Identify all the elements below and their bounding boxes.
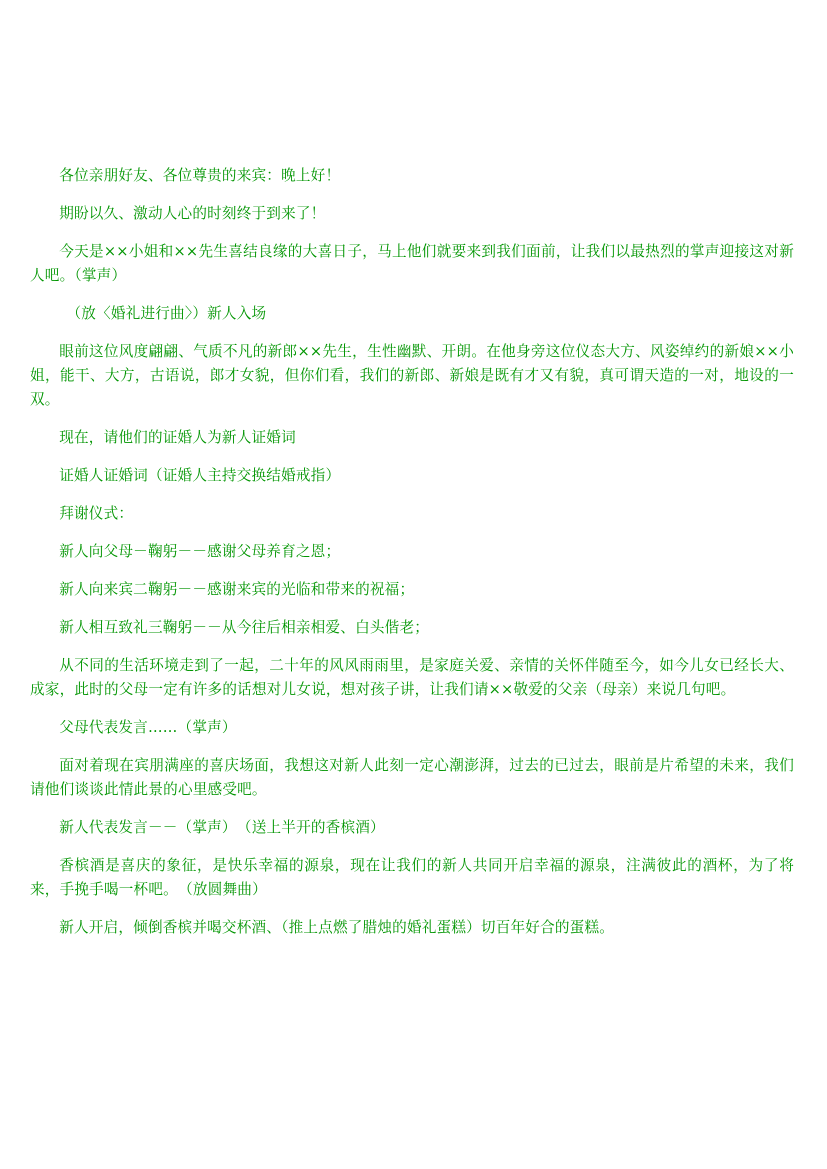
paragraph-couple-feelings: 面对着现在宾朋满座的喜庆场面，我想这对新人此刻一定心潮澎湃，过去的已过去，眼前是片希望的未来，我们请他们谈谈此情此景的心里感受吧。 — [30, 757, 794, 798]
paragraph-bow-each-other: 新人相互致礼三鞠躬－－从今往后相亲相爱、白头偕老； — [59, 619, 430, 636]
paragraph-cake-cutting: 新人开启，倾倒香槟并喝交杯酒、（推上点燃了腊烛的婚礼蛋糕）切百年好合的蛋糕。 — [59, 919, 615, 936]
paragraph-parents-intro: 从不同的生活环境走到了一起，二十年的风风雨雨里，是家庭关爱、亲情的关怀伴随至今，如今儿女已经长大、成家，此时的父母一定有许多的话想对儿女说，想对孩子讲，让我们请××敬爱的父亲（母亲）来说几句吧。 — [30, 657, 794, 698]
paragraph-introduction: 今天是××小姐和××先生喜结良缘的大喜日子，马上他们就要来到我们面前，让我们以最热烈的掌声迎接这对新人吧。（掌声） — [30, 243, 794, 284]
document-body — [30, 164, 794, 954]
paragraph-greeting: 各位亲朋好友、各位尊贵的来宾：晚上好！ — [59, 167, 341, 184]
paragraph-bowing-ceremony: 拜谢仪式： — [59, 505, 134, 522]
paragraph-champagne: 香槟酒是喜庆的象征，是快乐幸福的源泉，现在让我们的新人共同开启幸福的源泉，注满彼此的酒杯，为了将来，手挽手喝一杯吧。 （放圆舞曲） — [30, 857, 794, 898]
paragraph-parents-speech: 父母代表发言……（掌声） — [59, 719, 237, 736]
paragraph-bow-guests: 新人向来宾二鞠躬－－感谢来宾的光临和带来的祝福； — [59, 581, 415, 598]
paragraph-bow-parents: 新人向父母－鞠躬－－感谢父母养育之恩； — [59, 543, 341, 560]
paragraph-couple-speech: 新人代表发言－－（掌声） （送上半开的香槟酒） — [59, 819, 385, 836]
paragraph-entrance-cue: （放〈婚礼进行曲〉）新人入场 — [66, 305, 267, 322]
paragraph-couple-description: 眼前这位风度翩翩、气质不凡的新郎××先生，生性幽默、开朗。在他身旁这位仪态大方、风姿绰约的新娘××小姐，能干、大方，古语说，郎才女貌，但你们看，我们的新郎、新娘是既有才又有貌，真可谓天造的一对，地设的一双。 — [30, 343, 794, 408]
paragraph-witness-speech: 证婚人证婚词（证婚人主持交换结婚戒指） — [59, 467, 341, 484]
paragraph-witness-invite: 现在，请他们的证婚人为新人证婚词 — [59, 429, 296, 446]
paragraph-anticipation: 期盼以久、激动人心的时刻终于到来了！ — [59, 205, 326, 222]
